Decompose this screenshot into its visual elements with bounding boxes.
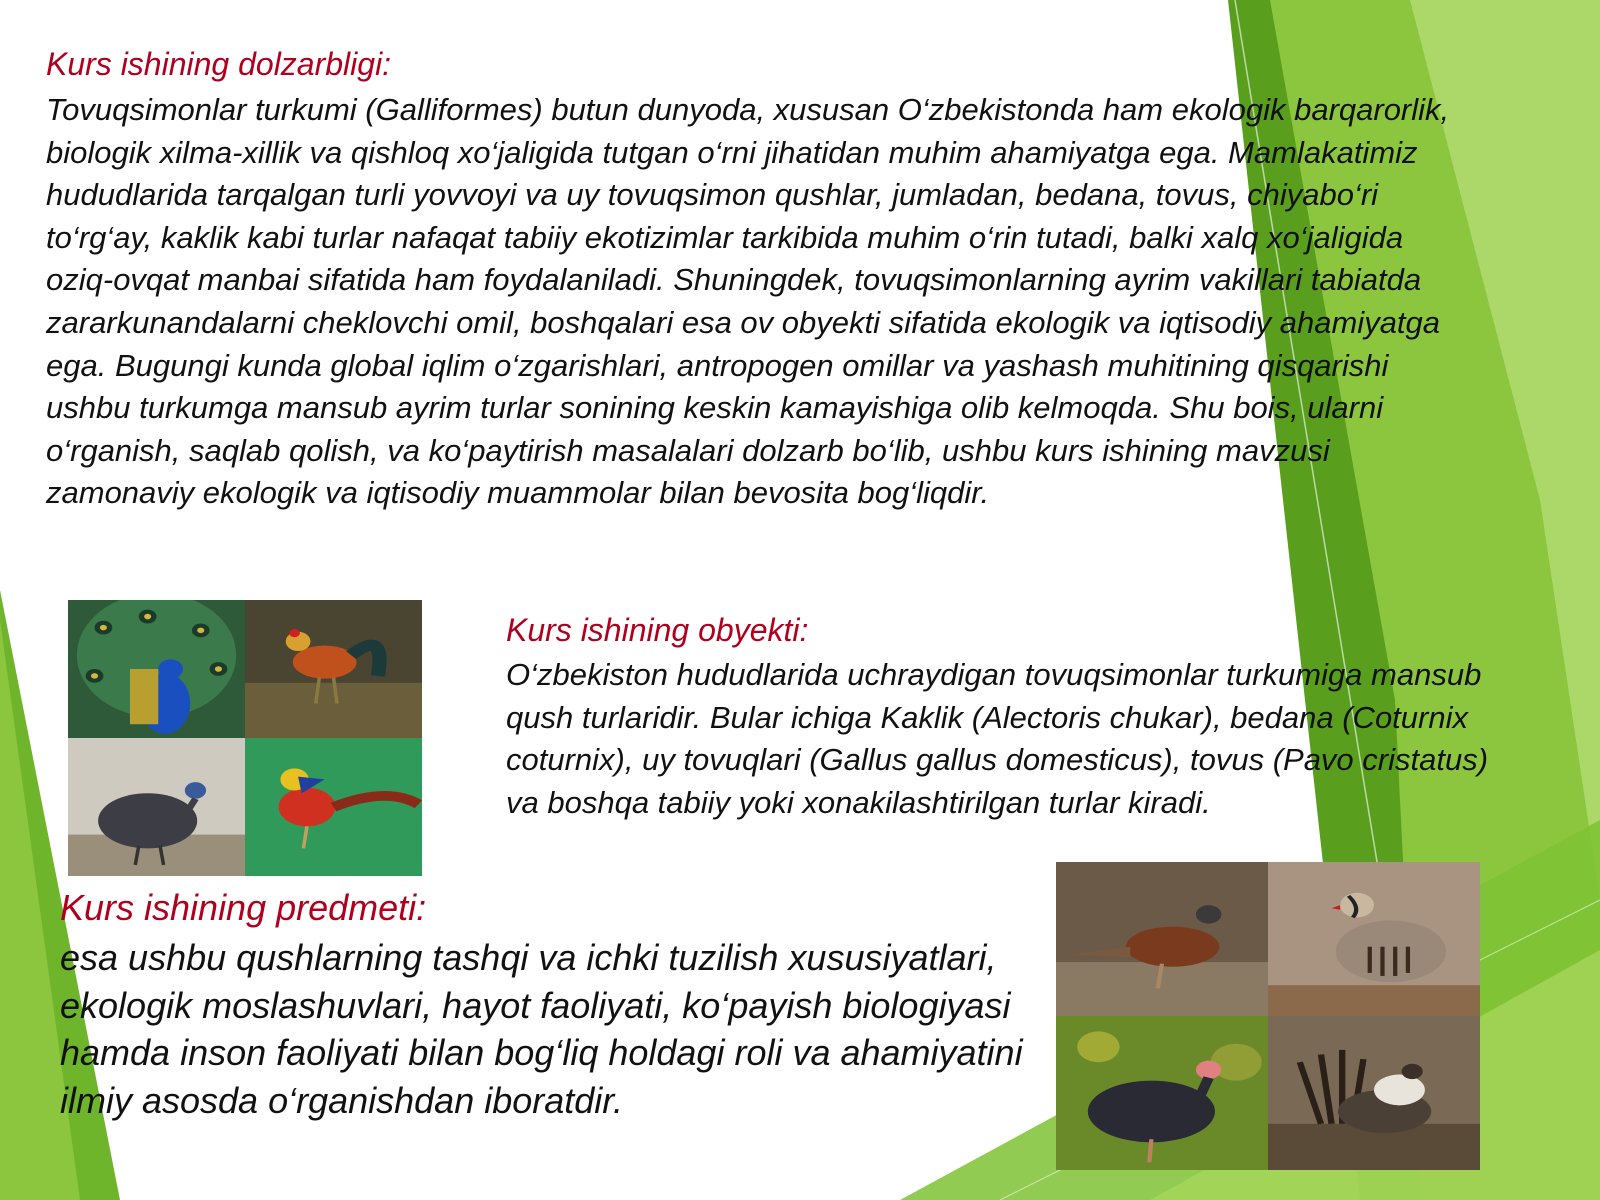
golden-pheasant-photo — [245, 738, 422, 876]
subject-text: esa ushbu qushlarning tashqi va ichki tuzilish xususiyatlari, ekologik moslashuvlari, hayot faoliyati, ko‘payish biologiyasi hamda inson faoliyati bilan bog‘liq holdagi roli va ahamiyatini ilmiy asosda o‘rganishdan iboratdir. — [60, 937, 1023, 1121]
subject-heading: Kurs ishining predmeti: — [60, 887, 427, 928]
bird-collage-bottom — [1056, 862, 1480, 1170]
peacock-photo — [68, 600, 245, 738]
object-text: O‘zbekiston hududlarida uchraydigan tovuqsimonlar turkumiga mansub qush turlaridir. Bular ichiga Kaklik (Alectoris chukar), bedana (Coturnix coturnix), uy tovuqlari (Gallus gallus domesticus), tovus (Pavo cristatus) va boshqa tabiiy yoki xonakilashtirilgan turlar kiradi. — [506, 657, 1489, 820]
pheasant-photo — [1056, 862, 1268, 1016]
junglefowl-photo — [245, 600, 422, 738]
object-heading: Kurs ishining obyekti: — [506, 612, 809, 648]
guineafowl-photo — [68, 738, 245, 876]
turkey-photo — [1056, 1016, 1268, 1170]
bird-collage-top — [68, 600, 422, 876]
relevance-heading: Kurs ishining dolzarbligi: — [46, 46, 392, 82]
sage-grouse-photo — [1268, 1016, 1480, 1170]
partridge-photo — [1268, 862, 1480, 1016]
relevance-text: Tovuqsimonlar turkumi (Galliformes) butun dunyoda, xususan O‘zbekistonda ham ekologik barqarorlik, biologik xilma-xillik va qishloq xo‘jaligida tutgan o‘rni jihatidan muhim ahamiyatga ega. Mamlakatimiz hududlarida tarqalgan turli yovvoyi va uy tovuqsimon qushlar, jumladan, bedana, tovus, chiyabo‘ri to‘rg‘ay, kaklik kabi turlar nafaqat tabiiy ekotizimlar tarkibida muhim o‘rin tutadi, balki xalq xo‘jaligida oziq-ovqat manbai sifatida ham foydalaniladi. Shuningdek, tovuqsimonlarning ayrim vakillari tabiatda zararkunandalarni cheklovchi omil, boshqalari esa ov obyekti sifatida ekologik va iqtisodiy ahamiyatga ega. Bugungi kunda global iqlim o‘zgarishlari, antropogen omillar va yashash muhitining qisqarishi ushbu turkumga mansub ayrim turlar sonining keskin kamayishiga olib kelmoqda. Shu bois, ularni o‘rganish, saqlab qolish, va ko‘paytirish masalalari dolzarb bo‘lib, ushbu kurs ishining mavzusi zamonaviy ekologik va iqtisodiy muammolar bilan bevosita bog‘liqdir. — [46, 92, 1450, 511]
